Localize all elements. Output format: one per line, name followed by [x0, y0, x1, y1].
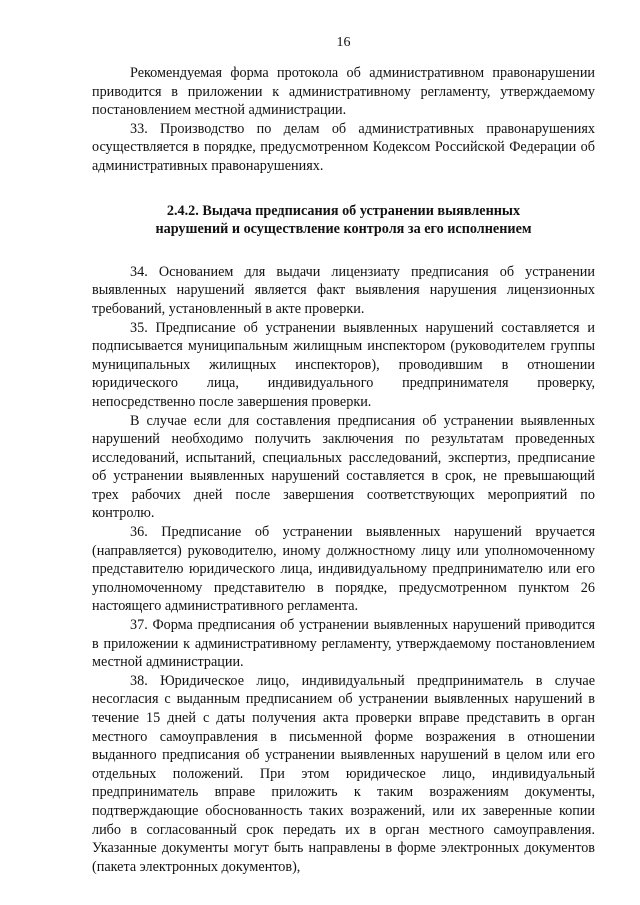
paragraph-35-continued: В случае если для составления предписания об устранении выявленных нарушений необходимо получить заключения по результатам проведенных исследований, испытаний, специальных расследований, экспертиз, предписание об устранении выявленных нарушений составляется в срок, не превышающий трех рабочих дней после завершения соответствующих мероприятий по контролю. — [92, 412, 595, 522]
paragraph-35: 35. Предписание об устранении выявленных нарушений составляется и подписывается муниципальным жилищным инспектором (руководителем группы муниципальных жилищных инспекторов), проводившим в отношении юридического лица, индивидуального предпринимателя проверку, непосредственно после завершения проверки. — [92, 319, 595, 410]
paragraph-34: 34. Основанием для выдачи лицензиату предписания об устранении выявленных нарушений является факт выявления нарушения лицензионных требований, установленный в акте проверки. — [92, 263, 595, 317]
section-heading — [92, 202, 595, 239]
paragraph-37: 37. Форма предписания об устранении выявленных нарушений приводится в приложении к административному регламенту, утверждаемому постановлением местной администрации. — [92, 617, 595, 671]
page-number: 16 — [336, 35, 351, 50]
document-page — [92, 34, 595, 876]
paragraph-38: 38. Юридическое лицо, индивидуальный предприниматель в случае несогласия с выданным предписанием об устранении выявленных нарушений в течение 15 дней с даты получения акта проверки вправе представить в орган местного самоуправления в письменной форме возражения в отношении выданного предписания об устранении выявленных нарушений в целом или его отдельных положений. При этом юридическое лицо, индивидуальный предприниматель вправе приложить к таким возражениям документы, подтверждающие обоснованность таких возражений, или их заверенные копии либо в согласованный срок передать их в орган местного самоуправления. Указанные документы могут быть направлены в форме электронных документов (пакета электронных документов), — [92, 672, 595, 875]
paragraph-33: 33. Производство по делам об административных правонарушениях осуществляется в порядке, предусмотренном Кодексом Российской Федерации об административных правонарушениях. — [92, 120, 595, 174]
paragraph-36: 36. Предписание об устранении выявленных нарушений вручается (направляется) руководителю, иному должностному лицу или уполномоченному представителю юридического лица, индивидуальному предпринимателю или его уполномоченному представителю в порядке, предусмотренном пунктом 26 настоящего административного регламента. — [92, 524, 595, 615]
section-heading-line-2: нарушений и осуществление контроля за его исполнением — [155, 221, 532, 238]
paragraph-protocol-form: Рекомендуемая форма протокола об административном правонарушении приводится в приложении к административному регламенту, утверждаемому постановлением местной администрации. — [92, 65, 595, 119]
section-heading-line-1: 2.4.2. Выдача предписания об устранении выявленных — [166, 202, 521, 219]
